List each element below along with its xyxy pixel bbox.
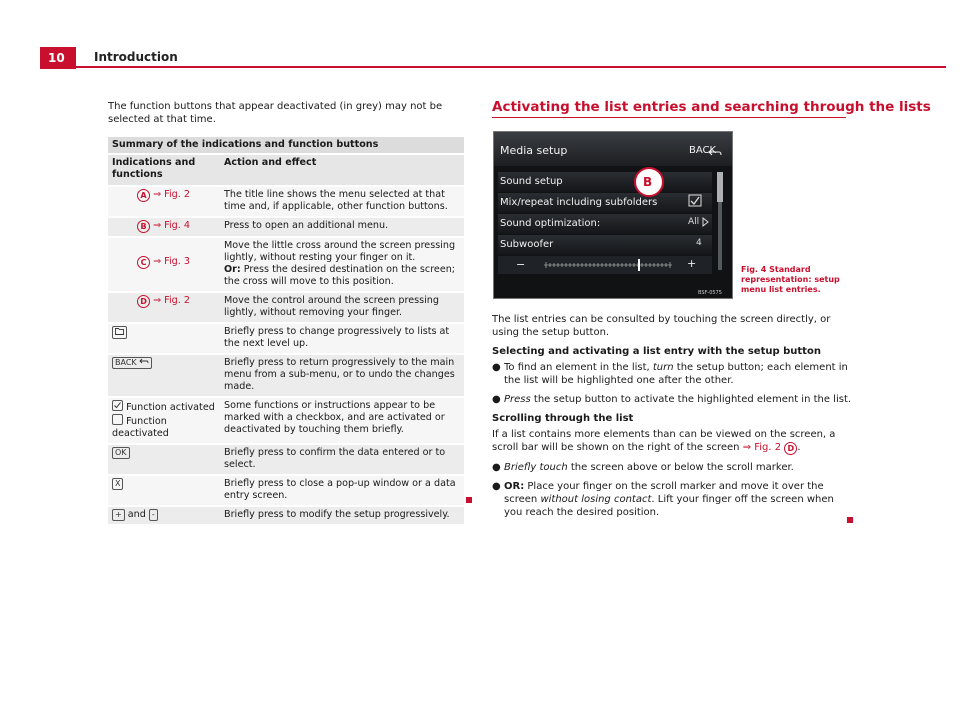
list-item: ● OR: Place your finger on the scroll marker and move it over the screen without losing contact. Lift your finger off the screen when you reach the desired position. (492, 481, 834, 518)
label-function-deactivated: Function deactivated (112, 416, 169, 439)
screen-item-sound-optimization: Sound optimization: (500, 218, 601, 229)
paragraph: The list entries can be consulted by touching the screen directly, or using the setup button. (492, 314, 831, 338)
screen-plus: + (687, 257, 697, 270)
header-rule (76, 66, 946, 68)
screen-title: Media setup (500, 144, 568, 157)
figure-caption: Fig. 4 Standard representation: setup menu list entries. (741, 265, 840, 294)
table-row (108, 238, 464, 291)
screen-minus: − (516, 258, 526, 271)
section-rule (492, 117, 846, 118)
or-label: Or: (224, 264, 241, 275)
body-text (492, 313, 852, 525)
row-text: Briefly press to return progressively to the main menu from a sub-menu, or to undo the changes made. (224, 357, 455, 392)
row-text: Move the control around the screen pressing lightly, without removing your finger. (224, 295, 439, 318)
column-header-indications: Indications and functions (112, 157, 196, 180)
callout-d: D (137, 295, 150, 308)
table-row (108, 355, 464, 396)
row-text: Briefly press to change progressively to lists at the next level up. (224, 326, 450, 349)
back-key: BACK (112, 357, 152, 369)
row-text: The title line shows the menu selected at that time and, if applicable, other function buttons. (224, 189, 448, 212)
summary-table (108, 137, 464, 524)
row-text: Move the little cross around the screen pressing lightly, without resting your finger on it. (224, 240, 456, 263)
row-text: Briefly press to confirm the data entered or to select. (224, 447, 446, 470)
figure-media-setup-screen (493, 131, 733, 299)
figure-ref: ⇒ Fig. 2 (742, 442, 782, 453)
table-caption: Summary of the indications and function buttons (108, 137, 464, 153)
screen-callout-letter: B (643, 175, 653, 189)
screen-item-subwoofer-value: 4 (696, 238, 702, 248)
page-header (40, 47, 946, 69)
screen-item-sound-setup: Sound setup (500, 176, 563, 187)
intro-paragraph: The function buttons that appear deactivated (in grey) may not be selected at that time. (108, 101, 443, 125)
callout-d: D (784, 442, 797, 455)
table-row (108, 218, 464, 236)
screen-back-label: BACK (689, 145, 717, 156)
slider-handle (638, 259, 640, 271)
row-text-or: Press the desired destination on the screen; the cross will move to this position. (224, 264, 456, 287)
figure-ref: ⇒ Fig. 2 (153, 295, 190, 306)
screen-item-mix-repeat: Mix/repeat including subfolders (500, 197, 658, 208)
row-text: Press to open an additional menu. (224, 220, 389, 231)
row-text: Briefly press to close a pop-up window or a data entry screen. (224, 478, 456, 501)
paragraph: If a list contains more elements than can be viewed on the screen, a scroll bar will be shown on the right of the screen ⇒ Fig. 2 D . (492, 429, 836, 453)
section-title: Activating the list entries and searching through the lists (492, 99, 931, 115)
table-row (108, 445, 464, 474)
table-header (108, 155, 464, 185)
subheading: Scrolling through the list (492, 413, 634, 424)
checkbox-empty-icon (112, 414, 123, 425)
subheading: Selecting and activating a list entry with the setup button (492, 346, 821, 357)
figure-code: BSF-0575 (698, 290, 722, 296)
figure-ref: ⇒ Fig. 2 (153, 189, 190, 200)
callout-b: B (137, 220, 150, 233)
figure-ref: ⇒ Fig. 4 (153, 220, 190, 231)
page-number: 10 (40, 47, 76, 69)
minus-key: - (149, 509, 158, 521)
callout-a: A (137, 189, 150, 202)
row-text: Some functions or instructions appear to be marked with a checkbox, and are activated or deactivated by touching them briefly. (224, 400, 445, 435)
section-end-marker (847, 517, 853, 523)
plus-key: + (112, 509, 125, 521)
table-row (108, 324, 464, 353)
and-label: and (127, 509, 146, 520)
screen-item-sound-optimization-value: All (688, 217, 700, 227)
callout-c: C (137, 256, 150, 269)
list-item: ● Press the setup button to activate the highlighted element in the list. (492, 394, 852, 405)
row-text: Briefly press to modify the setup progressively. (224, 509, 450, 520)
scroll-marker (717, 172, 723, 202)
table-row (108, 507, 464, 524)
table-row (108, 187, 464, 216)
list-item: ● Briefly touch the screen above or below the scroll marker. (492, 462, 794, 473)
column-header-action: Action and effect (224, 157, 317, 168)
ok-key: OK (112, 447, 130, 459)
close-key: X (112, 478, 123, 490)
checkbox-checked-icon (112, 400, 123, 411)
screen-item-subwoofer: Subwoofer (500, 239, 554, 250)
table-row (108, 476, 464, 505)
table-row (108, 293, 464, 322)
chapter-title: Introduction (94, 50, 178, 64)
section-end-marker (466, 497, 472, 503)
folder-icon (112, 326, 127, 339)
back-arrow-icon (139, 358, 149, 365)
label-function-activated: Function activated (126, 402, 215, 413)
list-item: ● To find an element in the list, turn the setup button; each element in the list will be highlighted one after the other. (492, 362, 848, 386)
table-row (108, 398, 464, 443)
figure-ref: ⇒ Fig. 3 (153, 256, 190, 267)
